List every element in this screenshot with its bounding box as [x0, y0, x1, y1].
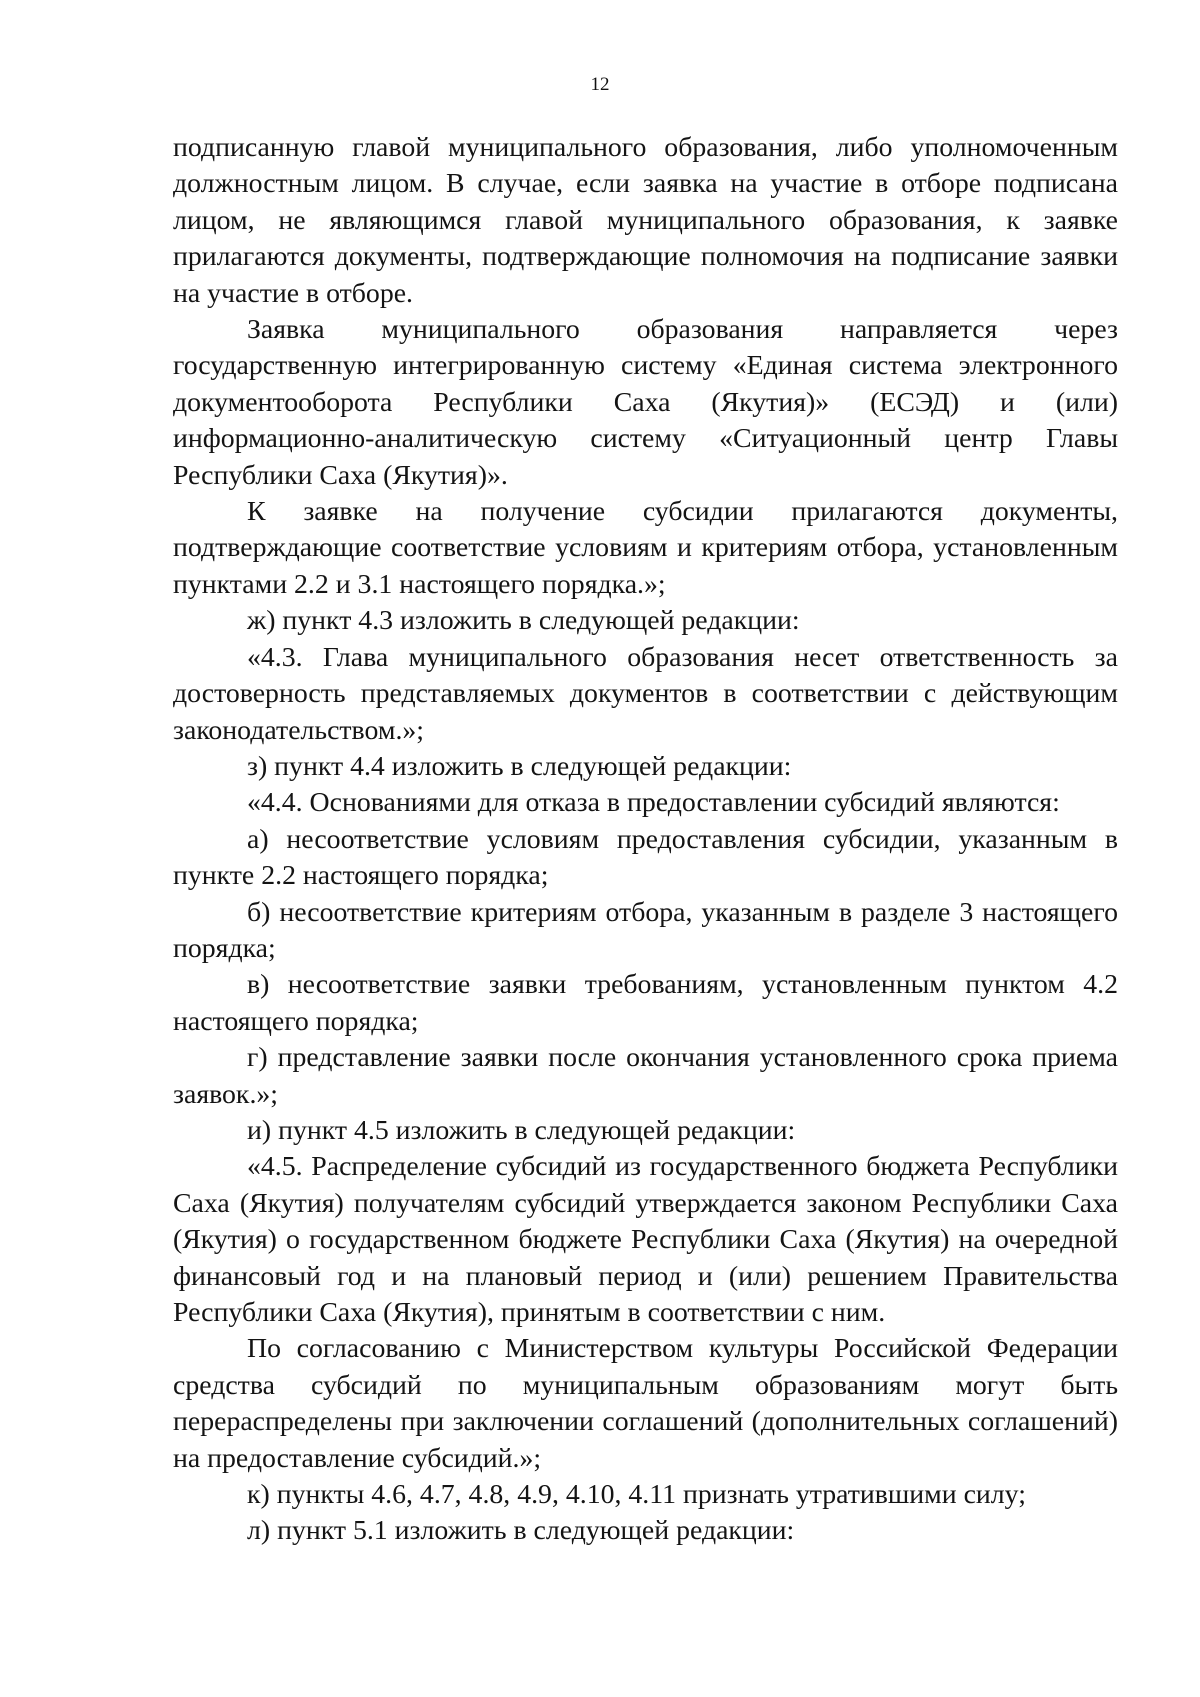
paragraph-item-k: к) пункты 4.6, 4.7, 4.8, 4.9, 4.10, 4.11 признать утратившими силу;: [247, 1479, 1026, 1511]
paragraph-clause-4-3: «4.3. Глава муниципального образования несет ответственность за достоверность представляемых документов в соответствии с действующим законодательством.»;: [173, 641, 1118, 746]
paragraph-continuation: подписанную главой муниципального образования, либо уполномоченным должностным лицом. В случае, если заявка на участие в отборе подписана лицом, не являющимся главой муниципального образования, к заявке прилагаются документы, подтверждающие полномочия на подписание заявки на участие в отборе.: [173, 132, 1118, 309]
paragraph-clause-4-5: «4.5. Распределение субсидий из государственного бюджета Республики Саха (Якутия) получателям субсидий утверждается законом Республики Саха (Якутия) о государственном бюджете Республики Саха (Якутия) на очередной финансовый год и на плановый период и (или) решением Правительства Республики Саха (Якутия), принятым в соответствии с ним.: [173, 1151, 1118, 1328]
paragraph-attached-documents: К заявке на получение субсидии прилагаются документы, подтверждающие соответствие условиям и критериям отбора, установленным пунктами 2.2 и 3.1 настоящего порядка.»;: [173, 496, 1118, 600]
paragraph-item-z: з) пункт 4.4 изложить в следующей редакции:: [247, 750, 792, 782]
paragraph-clause-4-4: «4.4. Основаниями для отказа в предоставлении субсидий являются:: [247, 787, 1060, 819]
paragraph-redistribution: По согласованию с Министерством культуры Российской Федерации средства субсидий по муниципальным образованиям могут быть перераспределены при заключении соглашений (дополнительных соглашений) на предоставление субсидий.»;: [173, 1333, 1118, 1474]
paragraph-item-zh: ж) пункт 4.3 изложить в следующей редакции:: [247, 605, 800, 637]
document-body: [173, 130, 1118, 1550]
paragraph-application-routing: Заявка муниципального образования направляется через государственную интегрированную систему «Единая система электронного документооборота Республики Саха (Якутия)» (ЕСЭД) и (или) информационно-аналитическую систему «Ситуационный центр Главы Республики Саха (Якутия)».: [173, 314, 1118, 491]
paragraph-subitem-a: а) несоответствие условиям предоставления субсидии, указанным в пункте 2.2 настоящего порядка;: [173, 823, 1118, 892]
paragraph-subitem-b: б) несоответствие критериям отбора, указанным в разделе 3 настоящего порядка;: [173, 896, 1118, 964]
paragraph-subitem-v: в) несоответствие заявки требованиям, установленным пунктом 4.2 настоящего порядка;: [173, 969, 1118, 1037]
page-number: 12: [590, 74, 610, 95]
paragraph-subitem-g: г) представление заявки после окончания установленного срока приема заявок.»;: [173, 1042, 1118, 1110]
paragraph-item-i: и) пункт 4.5 изложить в следующей редакции:: [247, 1114, 796, 1146]
paragraph-item-l: л) пункт 5.1 изложить в следующей редакции:: [247, 1515, 795, 1547]
